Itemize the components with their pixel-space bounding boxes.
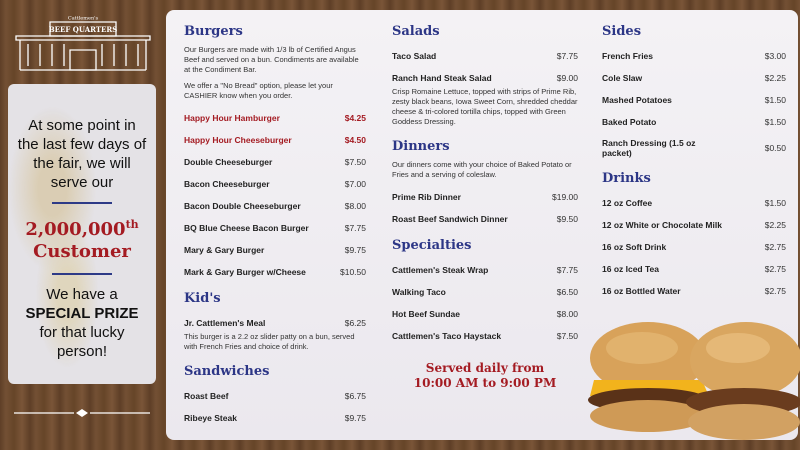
item-price: $1.50 [764, 198, 786, 208]
menu-item [602, 192, 786, 214]
item-price: $8.00 [344, 201, 366, 211]
item-price: $8.00 [556, 309, 578, 319]
item-price: $4.50 [344, 135, 366, 145]
menu-item [184, 312, 366, 334]
item-name: Walking Taco [392, 287, 446, 297]
item-name: Bacon Cheeseburger [184, 179, 270, 189]
item-price: $10.50 [340, 267, 366, 277]
item-name: 16 oz Iced Tea [602, 264, 660, 274]
burgers-title: Burgers [184, 24, 243, 39]
promo-customer-word: Customer [33, 241, 131, 262]
menu-item [184, 407, 366, 429]
item-price: $7.75 [556, 51, 578, 61]
item-description: This burger is a 2.2 oz slider patty on a bun, served with French Fries and choice of drink. [184, 332, 355, 351]
menu-item [602, 280, 786, 302]
promo-rule-top [52, 202, 112, 204]
item-name: Ribeye Steak [184, 413, 237, 423]
menu-item [392, 281, 578, 303]
item-price: $6.75 [344, 391, 366, 401]
promo-prize-a: We have a [46, 286, 118, 303]
menu-item [184, 217, 366, 239]
served-hours [392, 361, 578, 391]
menu-item [602, 236, 786, 258]
menu-item [184, 107, 366, 129]
promo-card [8, 84, 156, 384]
menu-item [392, 45, 578, 67]
menu-item [392, 325, 578, 347]
dinners-description: Our dinners come with your choice of Baked Potato or Fries and a serving of coleslaw. [392, 160, 572, 179]
sides-title: Sides [602, 24, 642, 39]
item-price: $9.00 [556, 73, 578, 83]
menu-item [602, 133, 786, 163]
promo-number: 2,000,000 [25, 219, 126, 240]
dinners-title: Dinners [392, 139, 450, 154]
item-name: Mark & Gary Burger w/Cheese [184, 267, 306, 277]
item-price: $9.75 [344, 245, 366, 255]
served-line2: 10:00 AM to 9:00 PM [413, 376, 557, 390]
item-name: Roast Beef Sandwich Dinner [392, 214, 508, 224]
menu-item [184, 261, 366, 283]
menu-item [184, 173, 366, 195]
item-price: $1.50 [764, 95, 786, 105]
promo-prize-b: SPECIAL PRIZE [25, 305, 139, 322]
item-price: $2.75 [764, 286, 786, 296]
item-description: Crisp Romaine Lettuce, topped with strips of Prime Rib, zesty black beans, Iowa Sweet Corn, shredded cheddar cheese & tri-colored tortilla chips, topped with Green Goddess Dressing. [392, 87, 578, 126]
hamburger-image [686, 322, 800, 440]
promo-milestone [16, 214, 148, 263]
item-name: Baked Potato [602, 117, 657, 127]
menu-item [392, 67, 578, 89]
menu-item [602, 111, 786, 133]
burgers-no-bread-note: We offer a "No Bread" option, please let your CASHIER know when you order. [184, 81, 333, 100]
promo-ordinal: th [125, 218, 139, 231]
item-price: $2.75 [764, 242, 786, 252]
promo-prize-text [16, 285, 148, 361]
item-name: 16 oz Bottled Water [602, 286, 681, 296]
item-name: 12 oz White or Chocolate Milk [602, 220, 722, 230]
salads-title: Salads [392, 24, 440, 39]
item-name: French Fries [602, 51, 654, 61]
item-price: $1.50 [764, 117, 786, 127]
item-price: $3.00 [764, 51, 786, 61]
item-name: Roast Beef [184, 391, 229, 401]
beef-quarters-logo [10, 14, 156, 74]
item-price: $2.75 [764, 264, 786, 274]
cheeseburger-image [588, 322, 708, 432]
menu-item [392, 259, 578, 281]
ornament-divider [14, 408, 150, 418]
menu-item [602, 45, 786, 67]
sandwiches-title: Sandwiches [184, 364, 270, 379]
menu-item [184, 195, 366, 217]
item-price: $2.25 [764, 220, 786, 230]
promo-prize-c: for that lucky person! [39, 324, 125, 360]
item-name: Ranch Hand Steak Salad [392, 73, 492, 83]
item-price: $7.00 [344, 179, 366, 189]
item-name: Mary & Gary Burger [184, 245, 265, 255]
item-name: Bacon Double Cheeseburger [184, 201, 301, 211]
menu-item [602, 258, 786, 280]
item-name: Happy Hour Cheeseburger [184, 135, 292, 145]
item-name: 16 oz Soft Drink [602, 242, 667, 252]
menu-item [184, 129, 366, 151]
item-price: $9.75 [344, 413, 366, 423]
logo-main-text: BEEF QUARTERS [48, 25, 118, 34]
item-name: BQ Blue Cheese Bacon Burger [184, 223, 309, 233]
menu-item [392, 303, 578, 325]
menu-item [184, 239, 366, 261]
item-price: $7.50 [556, 331, 578, 341]
menu-item [602, 89, 786, 111]
menu-item [184, 385, 366, 407]
item-price: $6.50 [556, 287, 578, 297]
drinks-title: Drinks [602, 171, 651, 186]
menu-item [602, 214, 786, 236]
item-price: $9.50 [556, 214, 578, 224]
specialties-title: Specialties [392, 238, 472, 253]
item-name: Double Cheeseburger [184, 157, 273, 167]
logo-top-text: Cattlemen's [67, 15, 99, 22]
item-name: Cattlemen's Steak Wrap [392, 265, 489, 275]
menu-column-3 [602, 24, 786, 302]
item-price: $7.50 [344, 157, 366, 167]
item-name: Mashed Potatoes [602, 95, 672, 105]
menu-item [602, 67, 786, 89]
promo-rule-bottom [52, 273, 112, 275]
item-name: Cole Slaw [602, 73, 643, 83]
burgers-description: Our Burgers are made with 1/3 lb of Certified Angus Beef and served on a bun. Condiments are available at the Condiment Bar. [184, 45, 359, 74]
item-price: $2.25 [764, 73, 786, 83]
item-price: $0.50 [764, 143, 786, 153]
menu-column-2 [392, 24, 578, 391]
item-name: 12 oz Coffee [602, 198, 653, 208]
kids-title: Kid's [184, 291, 221, 306]
item-name: Hot Beef Sundae [392, 309, 461, 319]
burger-photo [586, 318, 800, 450]
item-price: $19.00 [552, 192, 578, 202]
menu-item [184, 151, 366, 173]
served-line1: Served daily from [425, 361, 545, 375]
item-price: $7.75 [556, 265, 578, 275]
promo-intro-text: At some point in the last few days of the fair, we will serve our [17, 117, 147, 191]
item-name: Prime Rib Dinner [392, 192, 461, 202]
item-name: Cattlemen's Taco Haystack [392, 331, 502, 341]
menu-item [392, 186, 578, 208]
menu-item [392, 208, 578, 230]
item-price: $6.25 [344, 318, 366, 328]
item-name: Jr. Cattlemen's Meal [184, 318, 266, 328]
item-name: Taco Salad [392, 51, 437, 61]
item-price: $7.75 [344, 223, 366, 233]
item-name: Ranch Dressing (1.5 oz packet) [602, 138, 696, 158]
menu-column-1 [184, 24, 366, 429]
item-name: Happy Hour Hamburger [184, 113, 280, 123]
item-price: $4.25 [344, 113, 366, 123]
